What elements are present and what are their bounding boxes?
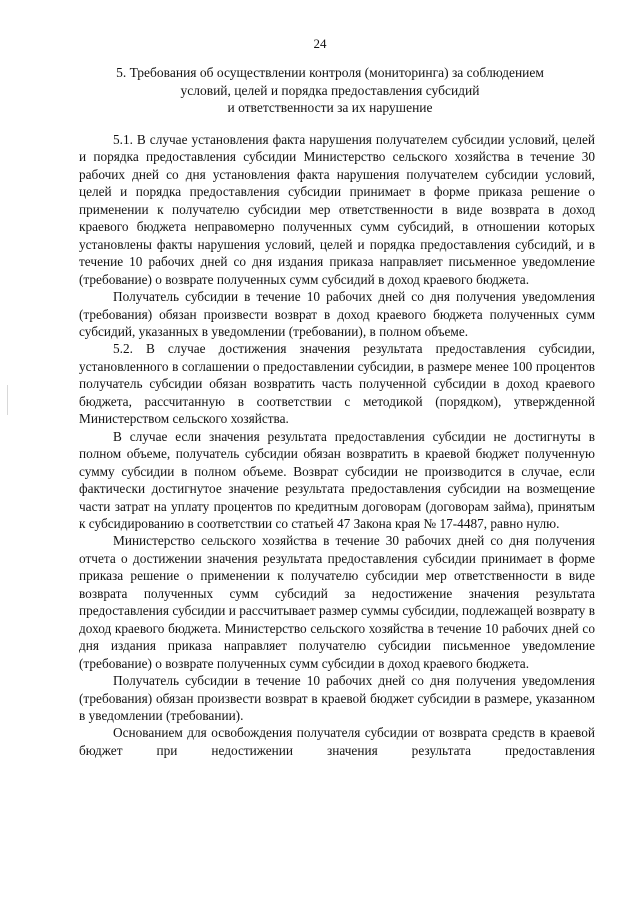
paragraph-exemption-basis: Основанием для освобождения получателя субсидии от возврата средств в краевой бюджет при недостижении значения результата предоставления (79, 725, 595, 758)
paragraph-5-1: 5.1. В случае установления факта нарушения получателем субсидии условий, целей и порядка предоставления субсидии Министерство сельского хозяйства в течение 30 рабочих дней со дня установления факта нарушения получателем субсидии условий, целей и порядка предоставления субсидии принимает в форме приказа решение о применении к получателю субсидии мер ответственности в виде возврата в доход краевого бюджета неправомерно полученных сумм субсидий, в отношении которых установлены факты нарушения условий, целей и порядка предоставления субсидий, и в течение 10 рабочих дней со дня издания приказа направляет письменное уведомление (требование) о возврате полученных сумм субсидий в доход краевого бюджета. (79, 132, 595, 287)
section-heading-line-2: условий, целей и порядка предоставления субсидий (180, 82, 480, 98)
paragraph-return-deadline: Получатель субсидии в течение 10 рабочих дней со дня получения уведомления (требования) обязан произвести возврат в доход краевого бюджета полученных сумм субсидий, указанных в уведомлении (требовании), в полном объеме. (79, 289, 595, 339)
section-heading (70, 64, 590, 117)
scan-margin-mark (7, 385, 8, 415)
document-body (79, 131, 595, 759)
section-heading-line-1: 5. Требования об осуществлении контроля (мониторинга) за соблюдением (116, 65, 544, 80)
page-number: 24 (313, 36, 327, 51)
section-heading-line-3: и ответственности за их нарушение (227, 100, 433, 115)
paragraph-recipient-return: Получатель субсидии в течение 10 рабочих дней со дня получения уведомления (требования) обязан произвести возврат в краевой бюджет субсидии в размере, указанном в уведомлении (требовании). (79, 673, 595, 723)
paragraph-ministry-decision: Министерство сельского хозяйства в течение 30 рабочих дней со дня получения отчета о достижении значения результата предоставления субсидии принимает в форме приказа решение о применении к получателю субсидии мер ответственности в виде возврата полученных сумм субсидий за недостижение значения результата предоставления субсидии и рассчитывает размер суммы субсидии, подлежащей возврату в доход краевого бюджета. Министерство сельского хозяйства в течение 10 рабочих дней со дня издания приказа направляет получателю субсидии письменное уведомление (требование) о возврате полученных сумм субсидии в доход краевого бюджета. (79, 533, 595, 671)
paragraph-full-return: В случае если значения результата предоставления субсидии не достигнуты в полном объеме, получатель субсидии обязан возвратить в краевой бюджет полученную сумму субсидии в полном объеме. Возврат субсидии не производится в случае, если фактически достигнутое значение результата предоставления субсидии на возмещение части затрат на уплату процентов по кредитным договорам (договорам займа), принятым к субсидированию в соответствии со статьей 47 Закона края № 17-4487, равно нулю. (79, 428, 595, 531)
paragraph-5-2: 5.2. В случае достижения значения результата предоставления субсидии, установленного в соглашении о предоставлении субсидии, в размере менее 100 процентов получатель субсидии обязан возвратить часть полученной субсидии в доход краевого бюджета, рассчитанную в соответствии с методикой (порядком), утвержденной Министерством сельского хозяйства. (79, 341, 595, 427)
